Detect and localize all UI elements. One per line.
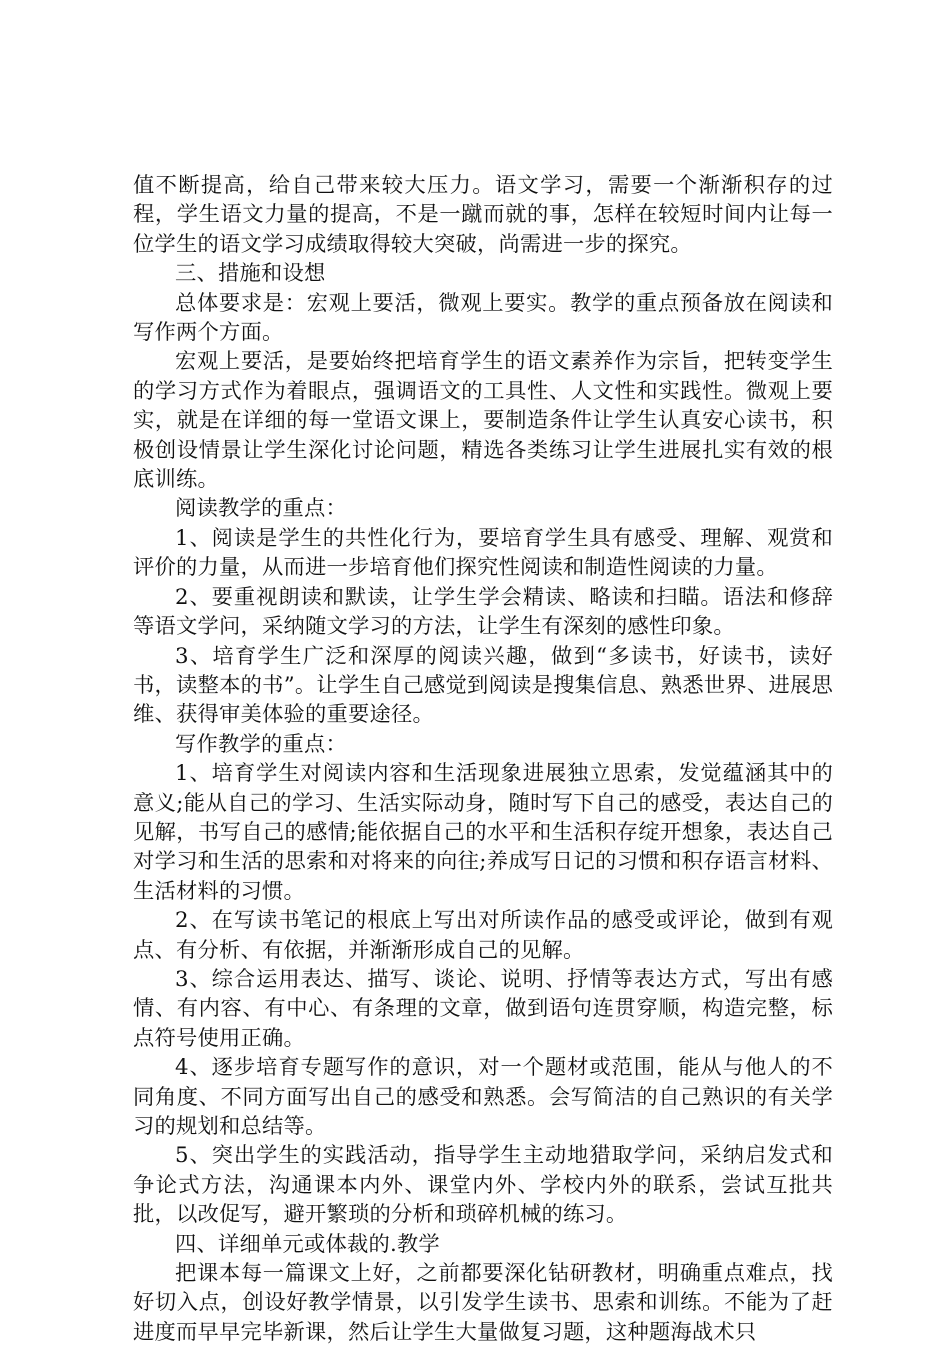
paragraph-macro-micro: 宏观上要活，是要始终把培育学生的语文素养作为宗旨，把转变学生的学习方式作为着眼点，强调语文的工具性、人文性和实践性。微观上要实，就是在详细的每一堂语文课上，要制造条件让学生认真安心读书，积极创设情景让学生深化讨论问题，精选各类练习让学生进展扎实有效的根底训练。: [133, 349, 833, 493]
writing-item-4: 4、逐步培育专题写作的意识，对一个题材或范围，能从与他人的不同角度、不同方面写出自己的感受和熟悉。会写简洁的自己熟识的有关学习的规划和总结等。: [133, 1055, 833, 1139]
paragraph-lesson-prep: 把课本每一篇课文上好，之前都要深化钻研教材，明确重点难点，找好切入点，创设好教学情景，以引发学生读书、思索和训练。不能为了赶进度而早早完毕新课，然后让学生大量做复习题，这种题海战术只: [133, 1261, 833, 1345]
paragraph-overall-requirements: 总体要求是：宏观上要活，微观上要实。教学的重点预备放在阅读和写作两个方面。: [133, 290, 833, 346]
section-heading-unit-teaching: 四、详细单元或体裁的.教学: [175, 1231, 440, 1257]
document-page: [133, 171, 833, 1347]
writing-item-5: 5、突出学生的实践活动，指导学生主动地猎取学问，采纳启发式和争论式方法，沟通课本内外、课堂内外、学校内外的联系，尝试互批共批，以改促写，避开繁琐的分析和琐碎机械的练习。: [133, 1143, 833, 1228]
subheading-reading-focus: 阅读教学的重点：: [175, 496, 347, 522]
section-heading-measures: 三、措施和设想: [175, 261, 326, 287]
reading-item-2: 2、要重视朗读和默读，让学生学会精读、略读和扫瞄。语法和修辞等语文学问，采纳随文学习的方法，让学生有深刻的感性印象。: [133, 584, 833, 640]
reading-item-3: 3、培育学生广泛和深厚的阅读兴趣，做到“多读书，好读书，读好书，读整本的书”。让学生自己感觉到阅读是搜集信息、熟悉世界、进展思维、获得审美体验的重要途径。: [133, 643, 833, 728]
paragraph-intro: 值不断提高，给自己带来较大压力。语文学习，需要一个渐渐积存的过程，学生语文力量的提高，不是一蹴而就的事，怎样在较短时间内让每一位学生的语文学习成绩取得较大突破，尚需进一步的探究。: [133, 173, 833, 257]
subheading-writing-focus: 写作教学的重点：: [175, 731, 347, 757]
writing-item-2: 2、在写读书笔记的根底上写出对所读作品的感受或评论，做到有观点、有分析、有依据，并渐渐形成自己的见解。: [133, 908, 833, 963]
writing-item-1: 1、培育学生对阅读内容和生活现象进展独立思索，发觉蕴涵其中的意义;能从自己的学习、生活实际动身，随时写下自己的感受，表达自己的见解，书写自己的感情;能依据自己的水平和生活积存绽开想象，表达自己对学习和生活的思索和对将来的向往;养成写日记的习惯和积存语言材料、生活材料的习惯。: [133, 761, 833, 904]
reading-item-1: 1、阅读是学生的共性化行为，要培育学生具有感受、理解、观赏和评价的力量，从而进一步培育他们探究性阅读和制造性阅读的力量。: [133, 525, 833, 581]
writing-item-3: 3、综合运用表达、描写、谈论、说明、抒情等表达方式，写出有感情、有内容、有中心、有条理的文章，做到语句连贯穿顺，构造完整，标点符号使用正确。: [133, 966, 833, 1051]
